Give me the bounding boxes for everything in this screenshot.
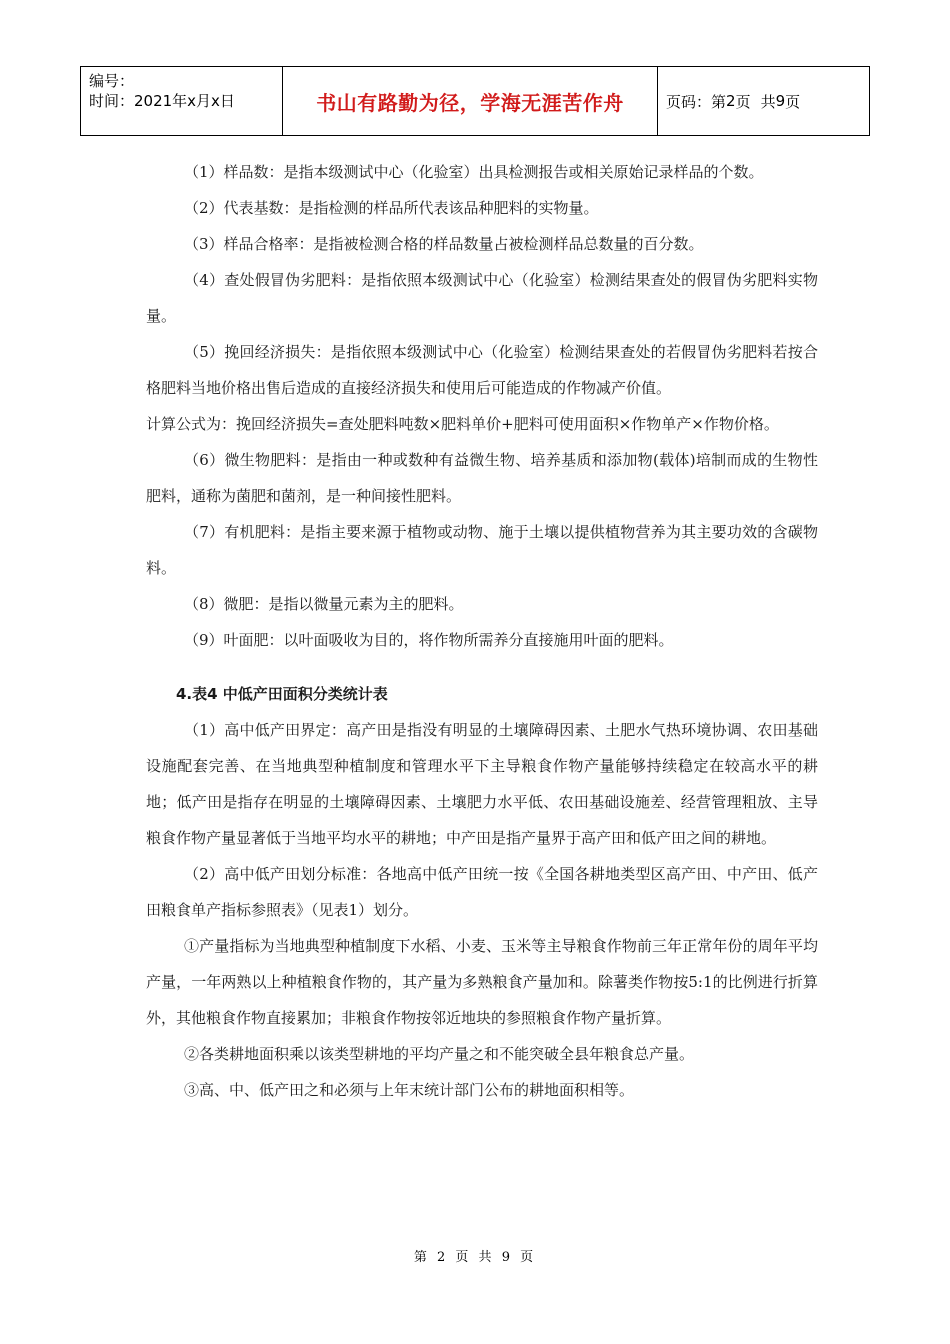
paragraph-organic-fertilizer: （7）有机肥料：是指主要来源于植物或动物、施于土壤以提供植物营养为其主要功效的含碳物料。: [146, 523, 818, 577]
total-unit: 页: [785, 92, 801, 111]
header-page-cell: [658, 67, 869, 135]
page-footer: 第 2 页 共 9 页: [413, 1250, 537, 1265]
time-label: 时间：2021年x月x日: [89, 92, 235, 110]
paragraph-counterfeit-fertilizer: （4）查处假冒伪劣肥料：是指依照本级测试中心（化验室）检测结果查处的假冒伪劣肥料实物量。: [146, 271, 818, 325]
page-label: 页码：第: [666, 92, 727, 111]
paragraph-foliar-fertilizer: （9）叶面肥：以叶面吸收为目的，将作物所需养分直接施用叶面的肥料。: [184, 631, 674, 649]
paragraph-criterion-1: ①产量指标为当地典型种植制度下水稻、小麦、玉米等主导粮食作物前三年正常年份的周年平均产量，一年两熟以上种植粮食作物的，其产量为多熟粮食产量加和。除薯类作物按5:1的比例进行折算外，其他粮食作物直接累加；非粮食作物按邻近地块的参照粮食作物产量折算。: [146, 937, 818, 1027]
total-number: 9: [775, 92, 786, 110]
header-motto: 书山有路勤为径，学海无涯苦作舟: [283, 67, 658, 135]
document-body: [146, 154, 818, 1108]
paragraph-division-standard: （2）高中低产田划分标准：各地高中低产田统一按《全国各耕地类型区高产田、中产田、低产田粮食单产指标参照表》（见表1）划分。: [146, 865, 818, 919]
paragraph-field-definition: （1）高中低产田界定：高产田是指没有明显的土壤障碍因素、土肥水气热环境协调、农田基础设施配套完善、在当地典型种植制度和管理水平下主导粮食作物产量能够持续稳定在较高水平的耕地；低产田是指存在明显的土壤障碍因素、土壤肥力水平低、农田基础设施差、经营管理粗放、主导粮食作物产量显著低于当地平均水平的耕地；中产田是指产量界于高产田和低产田之间的耕地。: [146, 721, 818, 847]
document-header: [80, 66, 870, 136]
paragraph-representative-base: （2）代表基数：是指检测的样品所代表该品种肥料的实物量。: [184, 199, 599, 217]
paragraph-sample-count: （1）样品数：是指本级测试中心（化验室）出具检测报告或相关原始记录样品的个数。: [184, 163, 764, 181]
paragraph-criterion-3: ③高、中、低产田之和必须与上年末统计部门公布的耕地面积相等。: [184, 1081, 635, 1099]
paragraph-pass-rate: （3）样品合格率：是指被检测合格的样品数量占被检测样品总数量的百分数。: [184, 235, 704, 253]
paragraph-economic-loss: （5）挽回经济损失：是指依照本级测试中心（化验室）检测结果查处的若假冒伪劣肥料若按合格肥料当地价格出售后造成的直接经济损失和使用后可能造成的作物减产价值。: [146, 343, 818, 397]
paragraph-micro-fertilizer: （8）微肥：是指以微量元素为主的肥料。: [184, 595, 464, 613]
paragraph-microbial-fertilizer: （6）微生物肥料：是指由一种或数种有益微生物、培养基质和添加物(载体)培制而成的生物性肥料，通称为菌肥和菌剂，是一种间接性肥料。: [146, 451, 818, 505]
page-number: 2: [726, 92, 736, 110]
paragraph-criterion-2: ②各类耕地面积乘以该类型耕地的平均产量之和不能突破全县年粮食总产量。: [184, 1045, 695, 1063]
paragraph-formula: 计算公式为：挽回经济损失=查处肥料吨数×肥料单价+肥料可使用面积×作物单产×作物价格。: [146, 415, 779, 433]
total-label: 共: [760, 92, 776, 111]
number-label: 编号：: [89, 72, 135, 90]
header-meta-cell: [81, 67, 283, 135]
page-unit: 页: [735, 92, 751, 111]
section-heading: 4.表4 中低产田面积分类统计表: [176, 685, 388, 703]
